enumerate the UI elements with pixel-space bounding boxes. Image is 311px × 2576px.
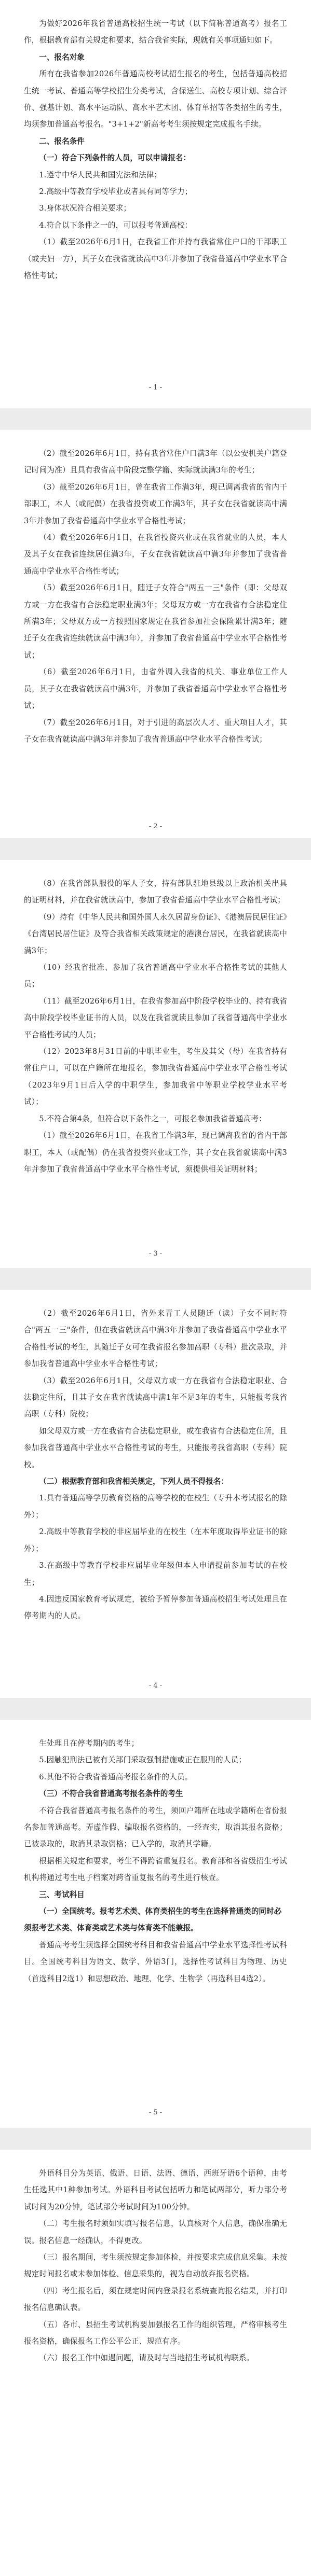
subsection-heading	[24, 1903, 287, 1937]
paragraph-text: （3）截至2026年6月1日，曾在我省工作满3年，现已调离我省的省内干部职工，本人（或配偶）在我省投资或工作满3年，其子女在我省就读高中满3年并参加了我省普通高中学业水平合格性考试；	[24, 482, 287, 525]
paragraph-text: （二）考生报名时须如实填写报名信息，认真核对个人信息，确保准确无误。报名信息一经确认，不得更改。	[24, 2219, 287, 2245]
paragraph-text: 6.其他不符合我省普通高考报名条件的人员。	[39, 1772, 193, 1781]
paragraph	[24, 1937, 287, 1987]
paragraph-text: （8）在我省部队服役的军人子女，持有部队驻地县级以上政治机关出具的证明材料，并在我省就读高中，参加了我省普通高中学业水平合格性考试；	[24, 879, 287, 905]
paragraph-text: 所有在我省参加2026年普通高校考试招生报名的考生，包括普通高校招生统一考试、普通高等学校招生分类考试，含保送生、高校专项计划、综合评价、强基计划、高水平运动队、高水平艺术团、体育单招等各类招生的考生，均须参加普通高考报名。"3+1+2"新高考考生须按规定完成报名手续。	[24, 69, 287, 129]
paragraph	[24, 1127, 287, 1178]
paragraph-text: 1.具有普通高等学历教育资格的高等学校的在校生（专升本考试报名的除外）；	[24, 1494, 287, 1520]
subsection-heading	[24, 1786, 287, 1802]
paragraph	[24, 1305, 287, 1373]
paragraph	[24, 2317, 287, 2350]
document-page	[0, 430, 311, 838]
paragraph	[24, 1111, 287, 1127]
paragraph-text: （一）全国统考。	[39, 1907, 100, 1916]
paragraph-text: 3.身体状况符合相关要求；	[39, 204, 131, 213]
paragraph	[24, 2216, 287, 2249]
paragraph	[24, 2249, 287, 2283]
paragraph	[24, 875, 287, 909]
paragraph-text: 根据相关规定和要求，考生不得跨省重复报名。教育部和各省级招生考试机构将通过考生电子档案对跨省重复报名的考生进行核查。	[24, 1856, 287, 1883]
paragraph-text: （4）截至2026年6月1日，在我省投资兴业或在我省就业的人员，本人及其子女在我省连续居住满3年，子女在我省就读高中满3年并参加了我省普通高中学业水平合格性考试；	[24, 533, 287, 576]
paragraph	[24, 1752, 287, 1769]
paragraph	[24, 66, 287, 133]
paragraph-text: 5.不符合第4条，但符合以下条件之一，可报名参加我省普通高考：	[39, 1114, 267, 1123]
paragraph	[24, 445, 287, 479]
paragraph	[24, 1735, 287, 1752]
emphasis-text: 报考艺术类、体育类招生的考生在选择普通类的同时必须报考艺术类、体育类或艺术类与体育类不能兼报。	[24, 1907, 282, 1933]
paragraph-text: 为做好2026年我省普通高校招生统一考试（以下简称普通高考）报名工作，根据教育部有关规定和要求，结合我省实际，现就有关事项通知如下。	[24, 19, 287, 45]
paragraph-text: （7）截至2026年6月1日，对于引进的高层次人才、重大项目人才，其子女在我省就读高中满3年并参加了我省普通高中学业水平合格性考试；	[24, 718, 287, 744]
paragraph	[24, 1803, 287, 1853]
paragraph-text: （四）考生报名后，须在规定时间内登录报名系统查询报名结果，并打印报名信息确认表。	[24, 2286, 287, 2313]
paragraph	[24, 16, 287, 49]
paragraph	[24, 909, 287, 959]
subsection-heading	[24, 150, 287, 166]
paragraph-text: （六）报名工作中如遇问题，请及时与当地招生考试机构联系。	[39, 2354, 254, 2363]
paragraph-text: （9）持有《中华人民共和国外国人永久居留身份证》、《港澳居民居住证》《台湾居民居住证》及符合我省相关政策规定的港澳台居民，在我省就读高中满3年；	[24, 912, 287, 955]
document-page	[0, 2150, 311, 2576]
paragraph-text: （五）各市、县招生考试机构要加强报名工作的组织管理，严格审核考生报名资格，确保报名工作公平公正、规范有序。	[24, 2320, 287, 2346]
paragraph-text: （1）截至2026年6月1日，在我省工作满3年，现已调离我省的省内干部职工，本人（或配偶）仍在我省投资兴业或工作，其子女在我省就读高中满3年并参加了我省普通高中学业水平合格性考试，须提供相关证明材料；	[24, 1131, 287, 1174]
paragraph	[24, 234, 287, 284]
paragraph-text: 4.符合以下条件之一的，可以报考普通高校：	[39, 220, 193, 230]
paragraph	[24, 2283, 287, 2317]
paragraph-text: 2.高级中等教育学校毕业或者具有同等学力；	[39, 187, 193, 197]
paragraph-text: 2.高级中等教育学校的非应届毕业的在校生（在本年度取得毕业证书的除外）；	[24, 1527, 287, 1553]
paragraph-text: 普通高考考生须选择全国统考科目和我省普通高中学业水平选择性考试科目。全国统考科目为语文、数学、外语3门，选择性考试科目为物理、历史（首选科目2选1）和思想政治、地理、化学、生物学（再选科目4选2）。	[24, 1940, 287, 1983]
paragraph	[24, 715, 287, 748]
paragraph-text: 4.因违反国家教育考试规定，被给予暂停参加普通高校招生考试处理且在停考期内的人员。	[24, 1594, 287, 1621]
document-page	[0, 1720, 311, 2128]
paragraph	[24, 1769, 287, 1786]
paragraph-text: （2）截至2026年6月1日，持有我省常住户口满3年（以公安机关户籍登记时间为准）且具有我省高中阶段完整学籍、实际就读满3年的考生；	[24, 449, 287, 475]
paragraph	[24, 217, 287, 234]
paragraph	[24, 1423, 287, 1473]
paragraph	[24, 580, 287, 664]
section-heading	[24, 133, 287, 150]
paragraph-text: 二、报名条件	[39, 136, 85, 146]
paragraph-text: （2）截至2026年6月1日，省外来青工人员随迁（读）子女不同时符合"两五一三"条件，但在我省就读高中满3年并参加了我省普通高中学业水平合格性考试的考生，其随迁子女可在我省报名参加高职（专科）批次录取，并参加我省普通高中学业水平合格性考试；	[24, 1309, 287, 1369]
paragraph	[24, 959, 287, 993]
document-page	[0, 1290, 311, 1698]
paragraph	[24, 1373, 287, 1423]
paragraph	[24, 664, 287, 714]
paragraph-text: 5.因触犯刑法已被有关部门采取强制措施或正在服刑的人员；	[39, 1756, 247, 1765]
document-page	[0, 0, 311, 408]
paragraph	[24, 2350, 287, 2366]
paragraph-text: （二）根据教育部和我省相关规定，下列人员不得报名：	[39, 1477, 229, 1486]
page-number: - 1 -	[148, 384, 163, 392]
page-number: - 2 -	[148, 823, 163, 830]
paragraph-text: （1）截至2026年6月1日，在我省工作并持有我省常住户口的干部职工（或夫妇一方），其子女在我省就读高中3年并参加了我省普通高中学业水平合格性考试；	[24, 238, 287, 281]
document-page	[0, 860, 311, 1268]
paragraph	[24, 1524, 287, 1557]
subsection-heading	[24, 1473, 287, 1490]
paragraph-text: （6）截至2026年6月1日，由省外调入我省的机关、事业单位工作人员，其子女在我省就读高中满3年，并参加了我省普通高中学业水平合格性考试；	[24, 667, 287, 711]
page-number: - 3 -	[148, 1250, 163, 1258]
paragraph	[24, 1043, 287, 1111]
paragraph-text: 外语科目分为英语、俄语、日语、法语、德语、西班牙语6个语种，由考生任选其中1种参加考试。外语科目考试包括听力和笔试两部分，听力部分考试时间为20分钟，笔试部分考试时间为100分钟。	[24, 2169, 287, 2211]
paragraph-text: 不符合我省普通高考报名条件的考生，须回户籍所在地或学籍所在省份报名参加普通高考。弄虚作假、骗取报名资格的，一经查实，取消其报名资格；已被录取的，取消其录取资格；已入学的，取消其学籍。	[24, 1806, 287, 1849]
page-number: - 4 -	[148, 1682, 163, 1690]
page-number: - 5 -	[148, 2109, 163, 2117]
paragraph-text: （三）报名期间，考生须按规定参加体检，并按要求完成信息采集。未按规定时间报名或未参加体检、信息采集的，视为自动放弃报名资格。	[24, 2253, 287, 2279]
paragraph	[24, 1557, 287, 1591]
paragraph-text: 生处理且在停考期内的考生；	[39, 1739, 139, 1748]
paragraph-text: （三）不符合我省普通高考报名条件的考生	[39, 1789, 183, 1799]
paragraph	[24, 167, 287, 184]
paragraph-text: （11）截至2026年6月1日，在我省参加高中阶段学校毕业的、持有我省高中阶段学校毕业证书的人员，以及在我省就读且参加了我省普通高中学业水平合格性考试的人员；	[24, 996, 287, 1039]
paragraph	[24, 1490, 287, 1524]
paragraph	[24, 530, 287, 580]
paragraph	[24, 200, 287, 217]
paragraph	[24, 479, 287, 530]
section-heading	[24, 1887, 287, 1903]
section-heading	[24, 49, 287, 66]
paragraph-text: 一、报名对象	[39, 52, 85, 62]
paragraph-text: （12）2023年8月31日前的中职毕业生，考生及其父（母）在我省持有常住户口，可以在户籍所在地报名，参加我省普通高中学业水平合格性考试（2023年9月1日后入学的中职学生，参加我省中等职业学校学业水平考试）；	[24, 1047, 287, 1107]
paragraph-text: 3.在高级中等教育学校非应届毕业年级但本人申请提前参加考试的在校生；	[24, 1561, 287, 1587]
paragraph	[24, 1591, 287, 1625]
paragraph-text: 1.遵守中华人民共和国宪法和法律；	[39, 170, 162, 179]
paragraph-text: （10）经我省批准、参加了我省普通高中学业水平合格性考试的其他人员；	[24, 963, 287, 989]
paragraph	[24, 993, 287, 1043]
paragraph-text: （一）符合下列条件的人员，可以申请报名：	[39, 154, 191, 163]
paragraph	[24, 2165, 287, 2216]
paragraph-text: （5）截至2026年6月1日，随迁子女符合"两五一三"条件（即：父母双方或一方在我省有合法稳定职业满3年；父母双方或一方在我省有合法稳定住所满3年；父母双方或一方按照国家规定在我省参加社会保险累计满3年；随迁子女在我省连续就读高中满3年），并参加了我省普通高中学业水平合格性考试；	[24, 583, 287, 660]
paragraph	[24, 1853, 287, 1887]
paragraph-text: （3）截至2026年6月1日，父母双方或一方在我省有合法稳定职业、合法稳定住所，且其子女在我省就读高中满1年不足3年的考生，只能报考我省高职（专科）院校；	[24, 1376, 287, 1419]
paragraph-text: 如父母双方或一方在我省有合法稳定职业，或在我省有合法稳定住所，且参加我省普通高中学业水平合格性考试的考生，只能报考我省高职（专科）院校。	[24, 1426, 287, 1469]
paragraph-text: 三、考试科目	[39, 1890, 85, 1899]
paragraph	[24, 184, 287, 200]
